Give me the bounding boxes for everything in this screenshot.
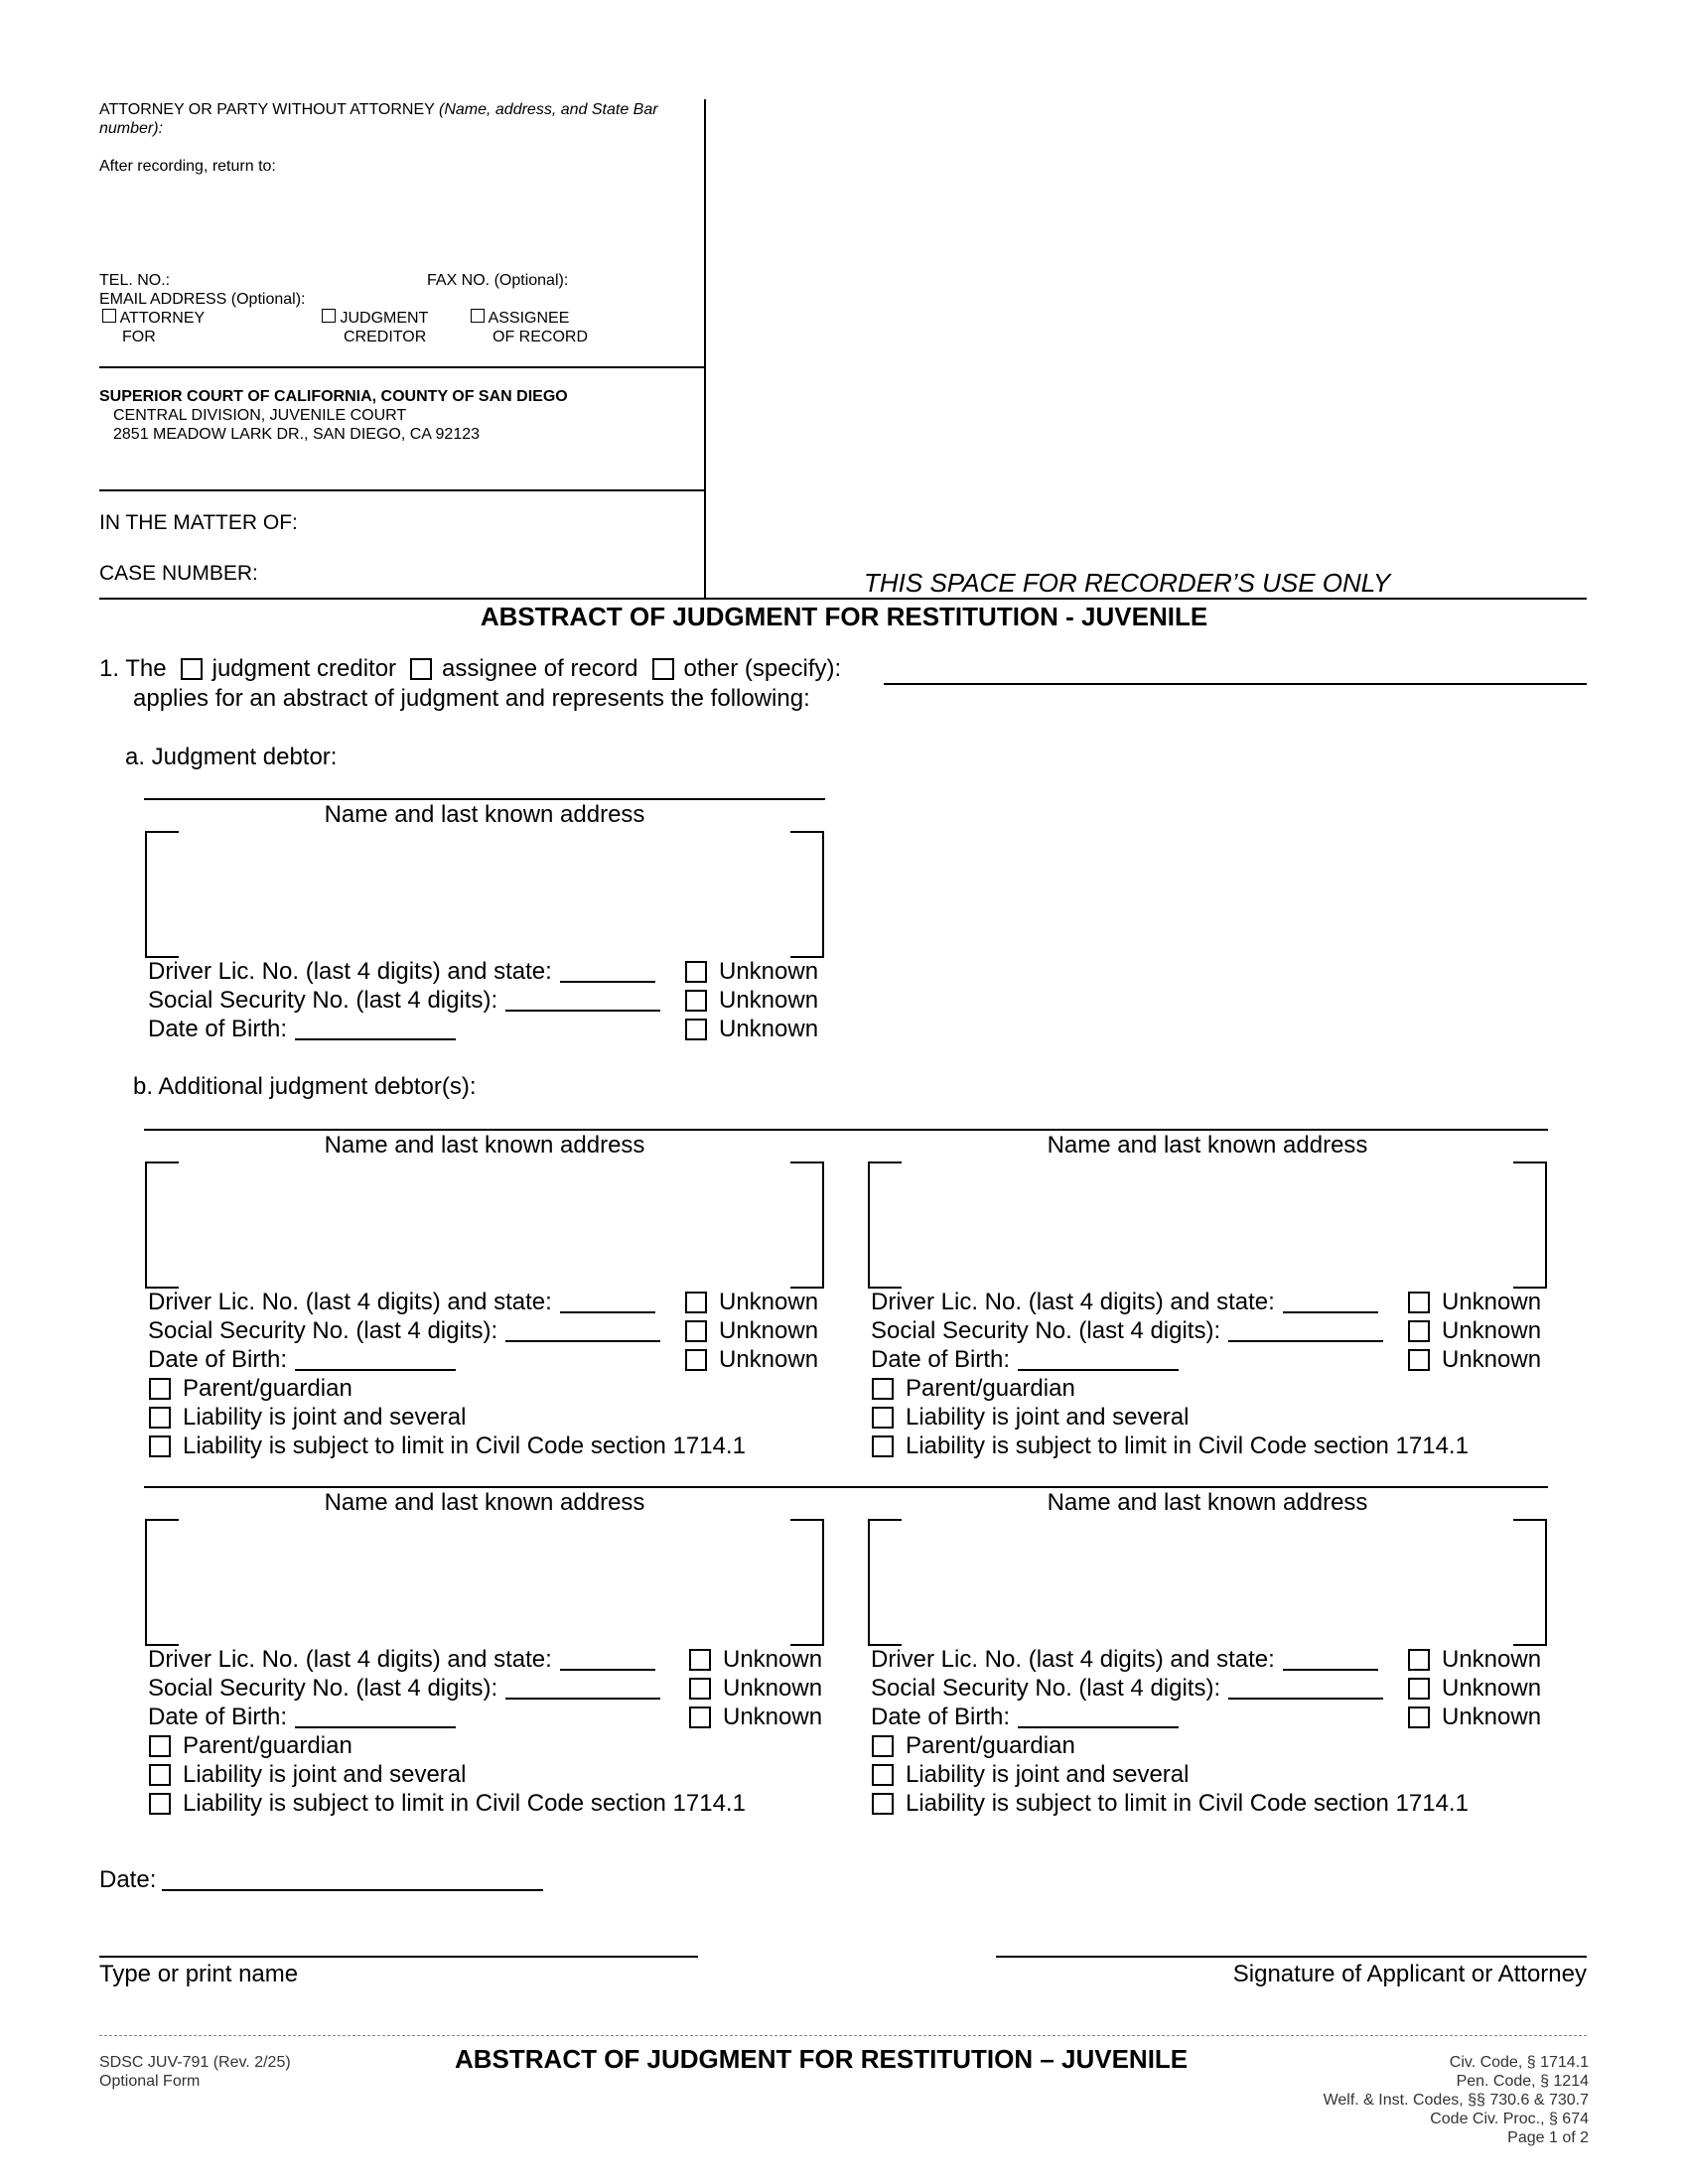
debtor-b2-ssn-unknown[interactable]: Unknown <box>1408 1317 1541 1345</box>
judgment-creditor-option[interactable]: JUDGMENT CREDITOR <box>322 309 428 346</box>
attorney-for-option[interactable]: ATTORNEY FOR <box>102 309 205 346</box>
debtor-b4-limit-checkbox[interactable] <box>872 1793 894 1815</box>
debtor-b2-limit-row[interactable]: Liability is subject to limit in Civil Code section 1714.1 <box>872 1433 1469 1460</box>
debtor-b1-driver-field[interactable] <box>560 1292 655 1313</box>
debtor-b2-parent-row[interactable]: Parent/guardian <box>872 1375 1075 1403</box>
debtor-b1-bracket-left <box>145 1161 179 1289</box>
other-checkbox[interactable] <box>652 658 674 680</box>
debtor-b1-limit-checkbox[interactable] <box>149 1435 171 1457</box>
debtor-b4-bracket-left <box>868 1519 902 1646</box>
court-address: 2851 MEADOW LARK DR., SAN DIEGO, CA 92123 <box>113 426 481 443</box>
debtor-b4-limit-row[interactable]: Liability is subject to limit in Civil Code section 1714.1 <box>872 1790 1469 1818</box>
debtor-b2-ssn-unknown-checkbox[interactable] <box>1408 1320 1430 1342</box>
debtor-a-dob-field[interactable] <box>295 1019 456 1040</box>
debtor-b4-bracket-right <box>1513 1519 1547 1646</box>
debtor-b4-dob-row: Date of Birth: <box>871 1704 1179 1731</box>
debtor-b2-dob-unknown-checkbox[interactable] <box>1408 1349 1430 1371</box>
signature-field[interactable] <box>996 1956 1587 1958</box>
debtor-a-name-label: Name and last known address <box>324 801 645 828</box>
debtor-b2-driver-unknown-checkbox[interactable] <box>1408 1292 1430 1313</box>
assignee-of-record-checkbox[interactable] <box>410 658 432 680</box>
debtor-b3-bracket-left <box>145 1519 179 1646</box>
other-specify-field[interactable] <box>884 683 1587 685</box>
debtor-b2-ssn-field[interactable] <box>1228 1320 1383 1342</box>
item-1-line2: applies for an abstract of judgment and represents the following: <box>133 685 810 712</box>
debtor-b4-joint-checkbox[interactable] <box>872 1764 894 1786</box>
debtor-a-dob-row: Date of Birth: <box>148 1016 456 1043</box>
debtor-b4-parent-checkbox[interactable] <box>872 1735 894 1757</box>
debtor-b1-joint-row[interactable]: Liability is joint and several <box>149 1404 466 1432</box>
debtor-b1-parent-row[interactable]: Parent/guardian <box>149 1375 352 1403</box>
signature-label: Signature of Applicant or Attorney <box>1232 1961 1587 1987</box>
debtor-b2-driver-unknown[interactable]: Unknown <box>1408 1289 1541 1316</box>
debtor-b4-joint-row[interactable]: Liability is joint and several <box>872 1761 1189 1789</box>
debtor-a-dob-unknown-checkbox[interactable] <box>685 1019 707 1040</box>
attorney-label: ATTORNEY OR PARTY WITHOUT ATTORNEY (Name, address, and State Bar number): <box>99 101 658 137</box>
debtor-b3-address-field[interactable] <box>189 1527 774 1636</box>
judgment-creditor-checkbox[interactable] <box>181 658 203 680</box>
tel-label: TEL. NO.: <box>99 272 171 289</box>
section-b-label: b. Additional judgment debtor(s): <box>133 1073 477 1100</box>
debtor-b3-name-label: Name and last known address <box>324 1489 645 1516</box>
debtor-b2-bracket-left <box>868 1161 902 1289</box>
debtor-b4-name-label: Name and last known address <box>1047 1489 1368 1516</box>
debtor-b1-address-field[interactable] <box>189 1169 774 1279</box>
header-divider-2 <box>99 489 705 491</box>
caption-divider <box>704 99 706 598</box>
debtor-b2-dob-field[interactable] <box>1018 1349 1179 1371</box>
debtor-b3-parent-checkbox[interactable] <box>149 1735 171 1757</box>
assignee-option[interactable]: ASSIGNEE OF RECORD <box>471 309 588 346</box>
debtor-b3-limit-checkbox[interactable] <box>149 1793 171 1815</box>
email-label: EMAIL ADDRESS (Optional): <box>99 291 306 308</box>
debtor-b4-ssn-unknown-checkbox[interactable] <box>1408 1678 1430 1700</box>
debtor-a-driver-unknown-checkbox[interactable] <box>685 961 707 983</box>
debtor-b4-dob-unknown-checkbox[interactable] <box>1408 1706 1430 1728</box>
debtor-b3-dob-unknown[interactable]: Unknown <box>689 1704 822 1731</box>
debtor-a-address-field[interactable] <box>189 839 774 948</box>
debtor-b1-ssn-row: Social Security No. (last 4 digits): <box>148 1317 660 1345</box>
footer-title: ABSTRACT OF JUDGMENT FOR RESTITUTION – JUVENILE <box>455 2044 1189 2074</box>
debtor-b2-ssn-row: Social Security No. (last 4 digits): <box>871 1317 1383 1345</box>
court-division: CENTRAL DIVISION, JUVENILE COURT <box>113 407 407 424</box>
debtor-b1-ssn-unknown[interactable]: Unknown <box>685 1317 818 1345</box>
debtor-b3-ssn-unknown[interactable]: Unknown <box>689 1675 822 1703</box>
fax-label: FAX NO. (Optional): <box>427 272 569 289</box>
debtor-b3-driver-field[interactable] <box>560 1649 655 1671</box>
header-divider-1 <box>99 366 705 368</box>
debtor-b4-driver-field[interactable] <box>1283 1649 1378 1671</box>
debtor-b2-joint-row[interactable]: Liability is joint and several <box>872 1404 1189 1432</box>
debtor-a-driver-row: Driver Lic. No. (last 4 digits) and state: <box>148 958 655 986</box>
debtor-b-row2-top-rule <box>144 1486 1548 1488</box>
debtor-b1-ssn-unknown-checkbox[interactable] <box>685 1320 707 1342</box>
debtor-b1-dob-row: Date of Birth: <box>148 1346 456 1374</box>
debtor-b2-driver-row: Driver Lic. No. (last 4 digits) and state: <box>871 1289 1378 1316</box>
debtor-b4-parent-row[interactable]: Parent/guardian <box>872 1732 1075 1760</box>
debtor-b3-driver-row: Driver Lic. No. (last 4 digits) and state: <box>148 1646 655 1674</box>
debtor-b1-dob-unknown[interactable]: Unknown <box>685 1346 818 1374</box>
optional-form-label: Optional Form <box>99 2073 201 2090</box>
debtor-b-row1-top-rule <box>144 1129 1548 1131</box>
debtor-b4-driver-unknown-checkbox[interactable] <box>1408 1649 1430 1671</box>
debtor-b3-ssn-unknown-checkbox[interactable] <box>689 1678 711 1700</box>
debtor-b2-joint-checkbox[interactable] <box>872 1407 894 1429</box>
debtor-b2-dob-unknown[interactable]: Unknown <box>1408 1346 1541 1374</box>
debtor-b3-limit-row[interactable]: Liability is subject to limit in Civil Code section 1714.1 <box>149 1790 746 1818</box>
debtor-b1-limit-row[interactable]: Liability is subject to limit in Civil Code section 1714.1 <box>149 1433 746 1460</box>
debtor-b4-driver-row: Driver Lic. No. (last 4 digits) and state: <box>871 1646 1378 1674</box>
print-name-field[interactable] <box>99 1956 698 1958</box>
debtor-b4-ssn-unknown[interactable]: Unknown <box>1408 1675 1541 1703</box>
debtor-a-top-rule <box>144 798 825 800</box>
case-number-label: CASE NUMBER: <box>99 562 258 585</box>
debtor-b4-ssn-field[interactable] <box>1228 1678 1383 1700</box>
debtor-b2-limit-checkbox[interactable] <box>872 1435 894 1457</box>
debtor-b3-driver-unknown-checkbox[interactable] <box>689 1649 711 1671</box>
debtor-b3-ssn-field[interactable] <box>505 1678 660 1700</box>
debtor-b3-dob-row: Date of Birth: <box>148 1704 456 1731</box>
debtor-a-dob-unknown[interactable]: Unknown <box>685 1016 818 1043</box>
form-title: ABSTRACT OF JUDGMENT FOR RESTITUTION - JUVENILE <box>480 602 1208 631</box>
debtor-a-ssn-row: Social Security No. (last 4 digits): <box>148 987 660 1015</box>
debtor-b4-dob-field[interactable] <box>1018 1706 1179 1728</box>
section-a-label: a. Judgment debtor: <box>125 744 338 770</box>
debtor-b3-parent-row[interactable]: Parent/guardian <box>149 1732 352 1760</box>
debtor-b4-ssn-row: Social Security No. (last 4 digits): <box>871 1675 1383 1703</box>
date-row: Date: <box>99 1866 543 1894</box>
debtor-b4-driver-unknown[interactable]: Unknown <box>1408 1646 1541 1674</box>
debtor-b1-dob-field[interactable] <box>295 1349 456 1371</box>
date-field[interactable] <box>162 1869 543 1891</box>
debtor-b1-driver-unknown[interactable]: Unknown <box>685 1289 818 1316</box>
debtor-b3-dob-field[interactable] <box>295 1706 456 1728</box>
debtor-a-bracket-left <box>145 831 179 958</box>
court-name: SUPERIOR COURT OF CALIFORNIA, COUNTY OF SAN DIEGO <box>99 388 568 405</box>
judgment-creditor-header-checkbox[interactable] <box>322 309 336 323</box>
item-1-row: 1. The judgment creditor assignee of record other (specify): <box>99 655 842 682</box>
debtor-b1-parent-checkbox[interactable] <box>149 1378 171 1400</box>
debtor-b1-joint-checkbox[interactable] <box>149 1407 171 1429</box>
recorder-space-label: THIS SPACE FOR RECORDER’S USE ONLY <box>864 568 1391 598</box>
title-rule <box>99 598 1587 600</box>
debtor-b3-driver-unknown[interactable]: Unknown <box>689 1646 822 1674</box>
debtor-b2-bracket-right <box>1513 1161 1547 1289</box>
footer-codes: Civ. Code, § 1714.1 Pen. Code, § 1214 Welf. & Inst. Codes, §§ 730.6 & 730.7 Code Civ. Proc., § 674 Page 1 of 2 <box>1323 2054 1589 2146</box>
debtor-b2-driver-field[interactable] <box>1283 1292 1378 1313</box>
footer-rule <box>99 2035 1587 2036</box>
matter-label: IN THE MATTER OF: <box>99 511 298 534</box>
debtor-a-bracket-right <box>790 831 824 958</box>
debtor-b3-joint-row[interactable]: Liability is joint and several <box>149 1761 466 1789</box>
debtor-b1-name-label: Name and last known address <box>324 1132 645 1159</box>
print-name-label: Type or print name <box>99 1961 299 1987</box>
debtor-a-ssn-unknown-checkbox[interactable] <box>685 990 707 1012</box>
debtor-a-ssn-field[interactable] <box>505 990 660 1012</box>
debtor-b1-driver-unknown-checkbox[interactable] <box>685 1292 707 1313</box>
debtor-b2-name-label: Name and last known address <box>1047 1132 1368 1159</box>
attorney-for-checkbox[interactable] <box>102 309 116 323</box>
form-id: SDSC JUV-791 (Rev. 2/25) <box>99 2054 291 2071</box>
debtor-b3-ssn-row: Social Security No. (last 4 digits): <box>148 1675 660 1703</box>
debtor-b2-parent-checkbox[interactable] <box>872 1378 894 1400</box>
debtor-b1-bracket-right <box>790 1161 824 1289</box>
debtor-b4-dob-unknown[interactable]: Unknown <box>1408 1704 1541 1731</box>
debtor-b2-dob-row: Date of Birth: <box>871 1346 1179 1374</box>
debtor-b1-dob-unknown-checkbox[interactable] <box>685 1349 707 1371</box>
debtor-b2-address-field[interactable] <box>912 1169 1497 1279</box>
debtor-b1-ssn-field[interactable] <box>505 1320 660 1342</box>
debtor-b4-address-field[interactable] <box>912 1527 1497 1636</box>
debtor-b3-bracket-right <box>790 1519 824 1646</box>
debtor-b1-driver-row: Driver Lic. No. (last 4 digits) and state: <box>148 1289 655 1316</box>
assignee-header-checkbox[interactable] <box>471 309 485 323</box>
debtor-a-ssn-unknown[interactable]: Unknown <box>685 987 818 1015</box>
debtor-a-driver-unknown[interactable]: Unknown <box>685 958 818 986</box>
debtor-b3-joint-checkbox[interactable] <box>149 1764 171 1786</box>
debtor-a-driver-field[interactable] <box>560 961 655 983</box>
debtor-b3-dob-unknown-checkbox[interactable] <box>689 1706 711 1728</box>
after-recording-label: After recording, return to: <box>99 158 276 175</box>
